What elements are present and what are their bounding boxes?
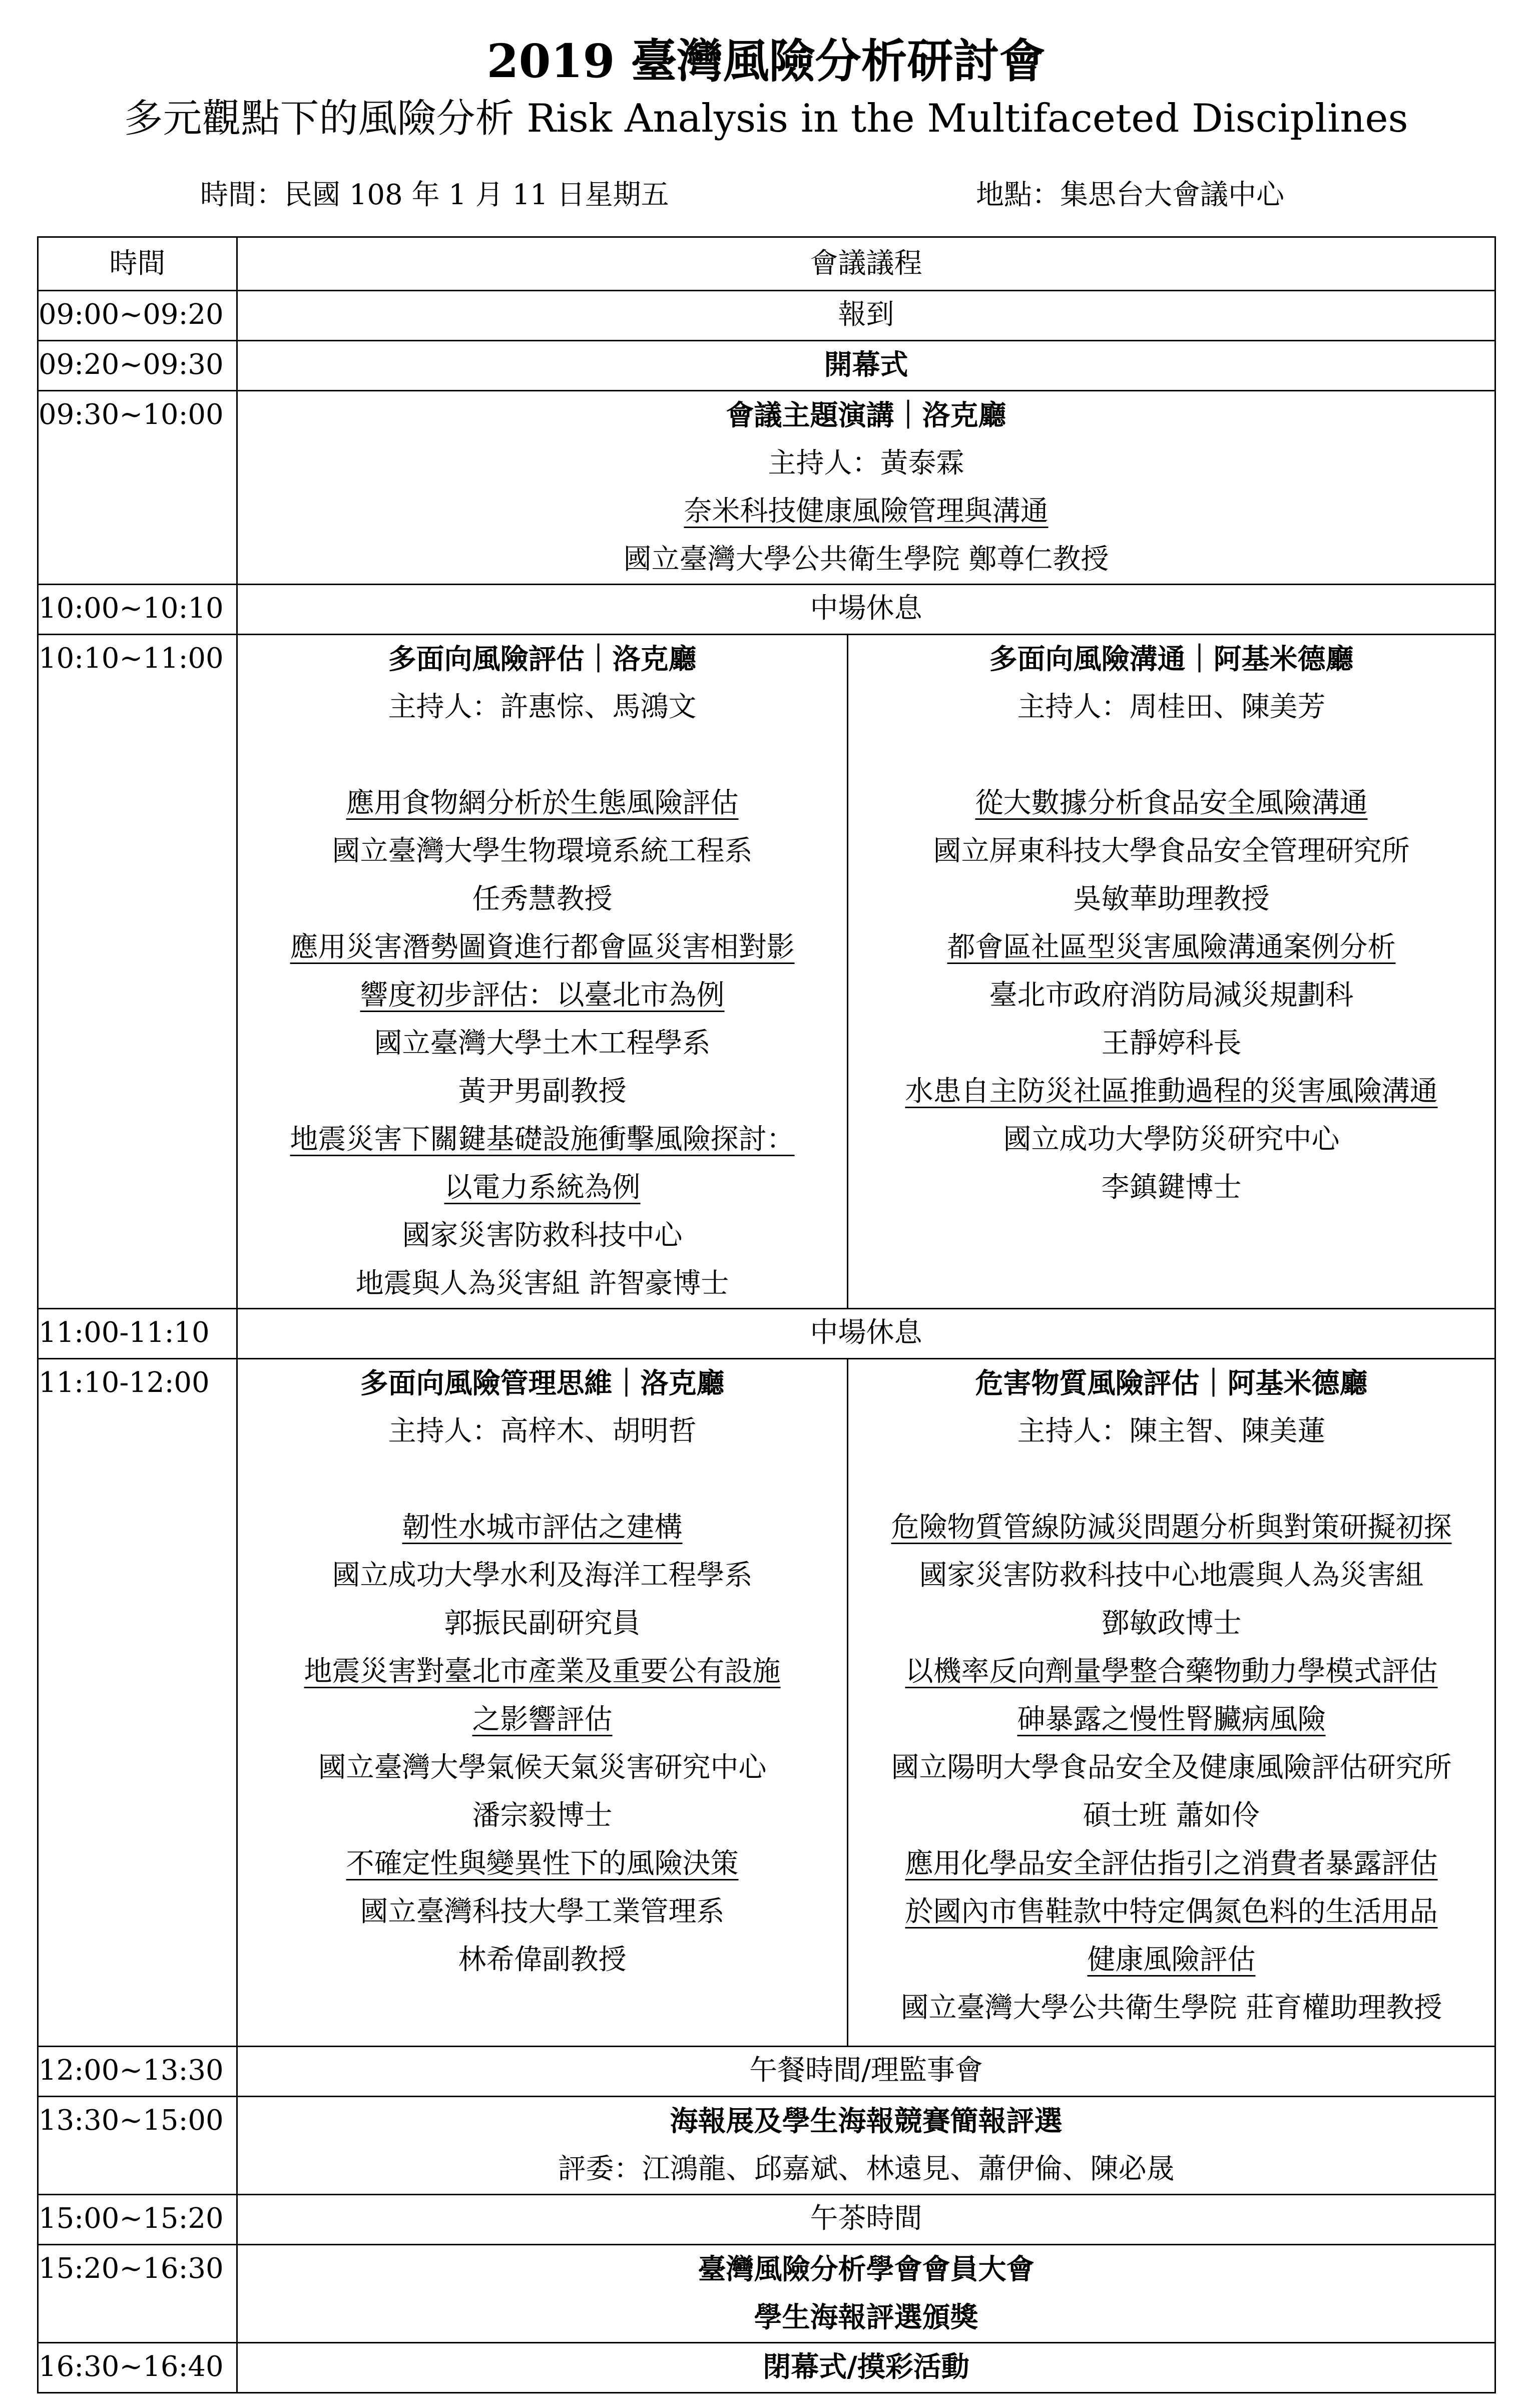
session-host: 主持人：黃泰霖: [768, 447, 964, 479]
session-host: 主持人：高梓木、胡明哲: [388, 1415, 697, 1448]
page-subtitle: 多元觀點下的風險分析 Risk Analysis in the Multifaceted Disciplines: [124, 96, 1408, 141]
table-header-row: [38, 237, 1495, 291]
speaker: 吳敏華助理教授: [1073, 883, 1270, 915]
talk-title: 地震災害對臺北市產業及重要公有設施: [304, 1655, 781, 1688]
speaker: 任秀慧教授: [472, 883, 613, 915]
talk-title: 應用食物網分析於生態風險評估: [346, 787, 739, 819]
talk-title: 危險物質管線防減災問題分析與對策研擬初探: [891, 1511, 1452, 1544]
session-right: [848, 635, 1495, 1309]
affiliation: 國立臺灣科技大學工業管理系: [360, 1895, 725, 1928]
session-right: [848, 1359, 1495, 2047]
row-time: 12:00~13:30: [38, 2047, 237, 2097]
row-time: 15:00~15:20: [38, 2195, 237, 2245]
talk-title-cont: 以電力系統為例: [444, 1171, 641, 1204]
affiliation: 國家災害防救科技中心地震與人為災害組: [919, 1559, 1424, 1592]
row-time: 11:10-12:00: [38, 1359, 237, 2047]
talk-title: 從大數據分析食品安全風險溝通: [975, 787, 1368, 819]
session-title: 臺灣風險分析學會會員大會: [698, 2253, 1035, 2286]
poster-cell: [237, 2097, 1495, 2195]
award-line: 學生海報評選頒獎: [754, 2301, 978, 2334]
table-row: [38, 2097, 1495, 2195]
talk-title: 韌性水城市評估之建構: [402, 1511, 683, 1544]
agenda-table: [37, 236, 1496, 2393]
talk-title: 應用災害潛勢圖資進行都會區災害相對影: [290, 931, 795, 964]
row-time: 15:20~16:30: [38, 2245, 237, 2343]
row-text: 午餐時間/理監事會: [237, 2047, 1495, 2097]
table-row: [38, 635, 1495, 1309]
affiliation: 臺北市政府消防局減災規劃科: [989, 979, 1354, 1012]
talk-title: 奈米科技健康風險管理與溝通: [684, 495, 1049, 528]
row-text: 中場休息: [237, 585, 1495, 635]
affiliation: 國家災害防救科技中心: [402, 1219, 683, 1252]
session-title: 多面向風險管理思維｜洛克廳: [360, 1367, 725, 1400]
talk-title: 應用化學品安全評估指引之消費者暴露評估: [905, 1847, 1438, 1880]
speaker: 李鎮鍵博士: [1101, 1171, 1242, 1204]
event-date: 時間：民國 108 年 1 月 11 日星期五: [200, 179, 669, 211]
affiliation: 國立成功大學防災研究中心: [1003, 1123, 1340, 1156]
speaker: 黃尹男副教授: [458, 1075, 627, 1108]
table-row: [38, 585, 1495, 635]
session-left: [237, 1359, 848, 2047]
speaker: 國立臺灣大學公共衛生學院 莊育權助理教授: [900, 1992, 1442, 2024]
affiliation: 國立臺灣大學氣候天氣災害研究中心: [318, 1751, 767, 1784]
affiliation: 國立陽明大學食品安全及健康風險評估研究所: [891, 1751, 1452, 1784]
assembly-cell: [237, 2245, 1495, 2343]
speaker: 碩士班 蕭如伶: [1083, 1799, 1260, 1832]
talk-title: 不確定性與變異性下的風險決策: [346, 1847, 739, 1880]
row-time: 09:20~09:30: [38, 341, 237, 391]
table-row: [38, 391, 1495, 585]
speaker: 潘宗毅博士: [472, 1799, 613, 1832]
speaker: 地震與人為災害組 許智豪博士: [355, 1267, 729, 1300]
table-row: [38, 2343, 1495, 2393]
table-row: [38, 2047, 1495, 2097]
speaker: 鄧敏政博士: [1101, 1607, 1242, 1640]
affiliation: 國立成功大學水利及海洋工程學系: [332, 1559, 753, 1592]
row-text: 閉幕式/摸彩活動: [237, 2343, 1495, 2393]
speaker: 王靜婷科長: [1101, 1027, 1242, 1060]
row-time: 09:30~10:00: [38, 391, 237, 585]
row-text: 中場休息: [237, 1309, 1495, 1359]
table-row: [38, 2195, 1495, 2245]
table-row: [38, 341, 1495, 391]
speaker: 國立臺灣大學公共衛生學院 鄭尊仁教授: [623, 543, 1109, 576]
affiliation: 國立臺灣大學生物環境系統工程系: [332, 835, 753, 867]
keynote-cell: [237, 391, 1495, 585]
talk-title: 地震災害下關鍵基礎設施衝擊風險探討：: [290, 1123, 795, 1156]
header-agenda: 會議議程: [237, 237, 1495, 291]
talk-title: 水患自主防災社區推動過程的災害風險溝通: [905, 1075, 1438, 1108]
row-time: 09:00~09:20: [38, 291, 237, 341]
page-title: 2019 臺灣風險分析研討會: [486, 34, 1046, 88]
table-row: [38, 1359, 1495, 2047]
row-text: 午茶時間: [237, 2195, 1495, 2245]
event-venue: 地點：集思台大會議中心: [976, 179, 1284, 211]
session-title: 多面向風險評估｜洛克廳: [388, 643, 697, 676]
talk-title: 以機率反向劑量學整合藥物動力學模式評估: [905, 1655, 1438, 1688]
speaker: 林希偉副教授: [458, 1944, 627, 1976]
talk-title-cont: 響度初步評估：以臺北市為例: [360, 979, 725, 1012]
row-time: 13:30~15:00: [38, 2097, 237, 2195]
row-text: 報到: [237, 291, 1495, 341]
row-time: 10:00~10:10: [38, 585, 237, 635]
affiliation: 國立屏東科技大學食品安全管理研究所: [933, 835, 1410, 867]
session-title: 海報展及學生海報競賽簡報評選: [670, 2105, 1063, 2138]
row-time: 10:10~11:00: [38, 635, 237, 1309]
talk-title-cont: 砷暴露之慢性腎臟病風險: [1017, 1703, 1326, 1736]
session-title: 多面向風險溝通｜阿基米德廳: [989, 643, 1354, 676]
talk-title-cont: 健康風險評估: [1087, 1944, 1256, 1976]
talk-title: 都會區社區型災害風險溝通案例分析: [947, 931, 1396, 964]
session-host: 主持人：周桂田、陳美芳: [1017, 691, 1326, 723]
row-time: 11:00-11:10: [38, 1309, 237, 1359]
row-time: 16:30~16:40: [38, 2343, 237, 2393]
judges: 評委：江鴻龍、邱嘉斌、林遠見、蕭伊倫、陳必晟: [558, 2153, 1175, 2185]
session-title: 危害物質風險評估｜阿基米德廳: [975, 1367, 1368, 1400]
session-host: 主持人：許惠悰、馬鴻文: [388, 691, 697, 723]
session-host: 主持人：陳主智、陳美蓮: [1017, 1415, 1326, 1448]
affiliation: 國立臺灣大學土木工程學系: [374, 1027, 711, 1060]
table-row: [38, 1309, 1495, 1359]
header-time: 時間: [38, 237, 237, 291]
talk-title-cont: 之影響評估: [472, 1703, 613, 1736]
talk-title-cont: 於國內市售鞋款中特定偶氮色料的生活用品: [905, 1895, 1438, 1928]
row-text: 開幕式: [237, 341, 1495, 391]
session-left: [237, 635, 848, 1309]
session-title: 會議主題演講｜洛克廳: [726, 399, 1006, 432]
table-row: [38, 291, 1495, 341]
speaker: 郭振民副研究員: [444, 1607, 641, 1640]
table-row: [38, 2245, 1495, 2343]
